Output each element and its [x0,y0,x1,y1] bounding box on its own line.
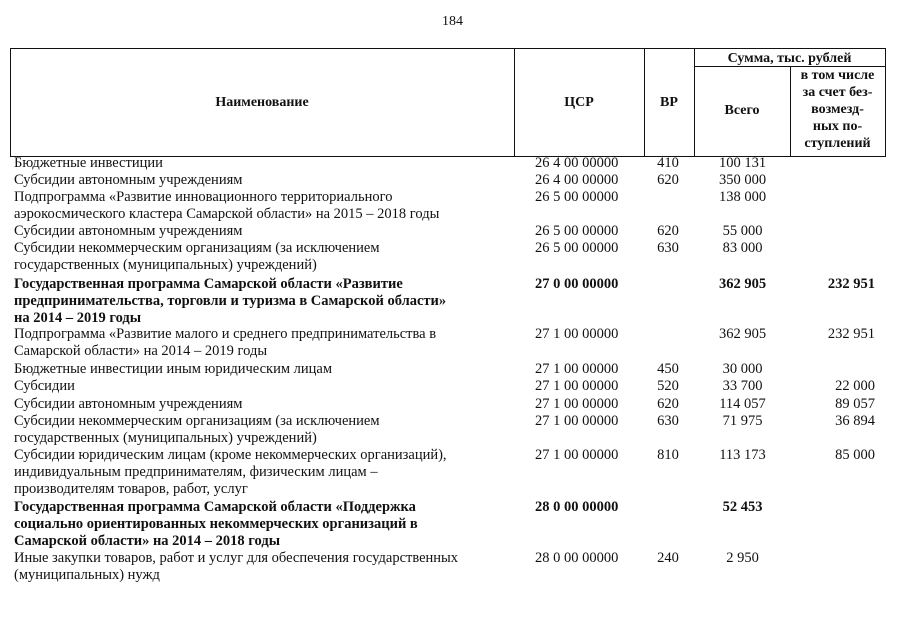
header-sum-group: Сумма, тыс. рублей [727,51,852,66]
row-csr: 27 1 00 00000 [535,361,619,377]
header-total: Всего [724,103,760,118]
row-total: 71 975 [722,413,763,429]
row-total: 30 000 [722,361,763,377]
row-name: Субсидии [14,378,75,394]
row-csr: 26 5 00 00000 [535,240,619,256]
row-name: Субсидии некоммерческим организациям (за исключением государственных (муниципальных) учреждений) [14,240,380,273]
row-vr: 630 [657,413,679,429]
row-total: 113 173 [719,447,766,463]
row-free: 232 951 [827,276,875,292]
row-vr: 630 [657,240,679,256]
header-csr: ЦСР [564,95,594,110]
row-total: 114 057 [719,396,766,412]
row-csr: 27 1 00 00000 [535,378,619,394]
row-free: 89 057 [835,396,875,412]
row-name: Субсидии некоммерческим организациям (за исключением государственных (муниципальных) учреждений) [14,413,380,446]
row-csr: 28 0 00 00000 [535,499,619,515]
row-name: Подпрограмма «Развитие инновационного территориального аэрокосмического кластера Самарской области» на 2015 – 2018 годы [14,189,440,222]
row-name: Бюджетные инвестиции иным юридическим лицам [14,361,333,377]
row-free: 85 000 [835,447,875,463]
row-csr: 26 4 00 00000 [535,155,619,171]
row-csr: 27 0 00 00000 [535,276,619,292]
row-csr: 26 4 00 00000 [535,172,619,188]
row-vr: 240 [657,550,679,566]
row-csr: 26 5 00 00000 [535,189,619,205]
row-total: 55 000 [722,223,763,239]
row-name: Подпрограмма «Развитие малого и среднего предпринимательства в Самарской области» на 2014 – 2019 годы [14,326,437,359]
row-csr: 28 0 00 00000 [535,550,619,566]
row-vr: 810 [657,447,679,463]
row-vr: 620 [657,223,679,239]
header-vr: ВР [660,95,678,110]
row-total: 2 950 [726,550,759,566]
row-csr: 27 1 00 00000 [535,326,619,342]
row-vr: 620 [657,172,679,188]
row-vr: 620 [657,396,679,412]
row-total: 362 905 [718,276,767,292]
row-total: 100 131 [718,155,767,171]
row-total: 362 905 [718,326,767,342]
row-vr: 450 [657,361,679,377]
row-name: Субсидии автономным учреждениям [14,223,243,239]
row-free: 232 951 [827,326,875,342]
row-total: 83 000 [722,240,763,256]
row-csr: 26 5 00 00000 [535,223,619,239]
row-vr: 410 [657,155,679,171]
row-total: 52 453 [722,499,763,515]
page-number: 184 [442,14,463,29]
row-csr: 27 1 00 00000 [535,413,619,429]
row-free: 36 894 [835,413,875,429]
row-total: 33 700 [722,378,763,394]
row-name: Государственная программа Самарской области «Развитие предпринимательства, торговли и туризма в Самарской области» на 2014 – 2019 годы [14,276,447,326]
row-name: Бюджетные инвестиции [14,155,163,171]
header-name: Наименование [215,95,309,110]
row-name: Государственная программа Самарской области «Поддержка социально ориентированных некоммерческих организаций в Самарской области» на 2014 – 2018 годы [14,499,418,549]
row-csr: 27 1 00 00000 [535,396,619,412]
row-name: Субсидии автономным учреждениям [14,172,243,188]
row-total: 138 000 [718,189,767,205]
header-free-receipts: в том числе за счет без- возмезд- ных по- ступлений [800,68,875,151]
row-vr: 520 [657,378,679,394]
row-name: Субсидии автономным учреждениям [14,396,243,412]
header-divider [885,48,886,157]
row-total: 350 000 [718,172,767,188]
row-free: 22 000 [835,378,875,394]
row-name: Иные закупки товаров, работ и услуг для обеспечения государственных (муниципальных) нужд [14,550,459,583]
row-csr: 27 1 00 00000 [535,447,619,463]
row-name: Субсидии юридическим лицам (кроме некоммерческих организаций), индивидуальным предпринимателям, физическим лицам – производителям товаров, работ, услуг [14,447,447,497]
